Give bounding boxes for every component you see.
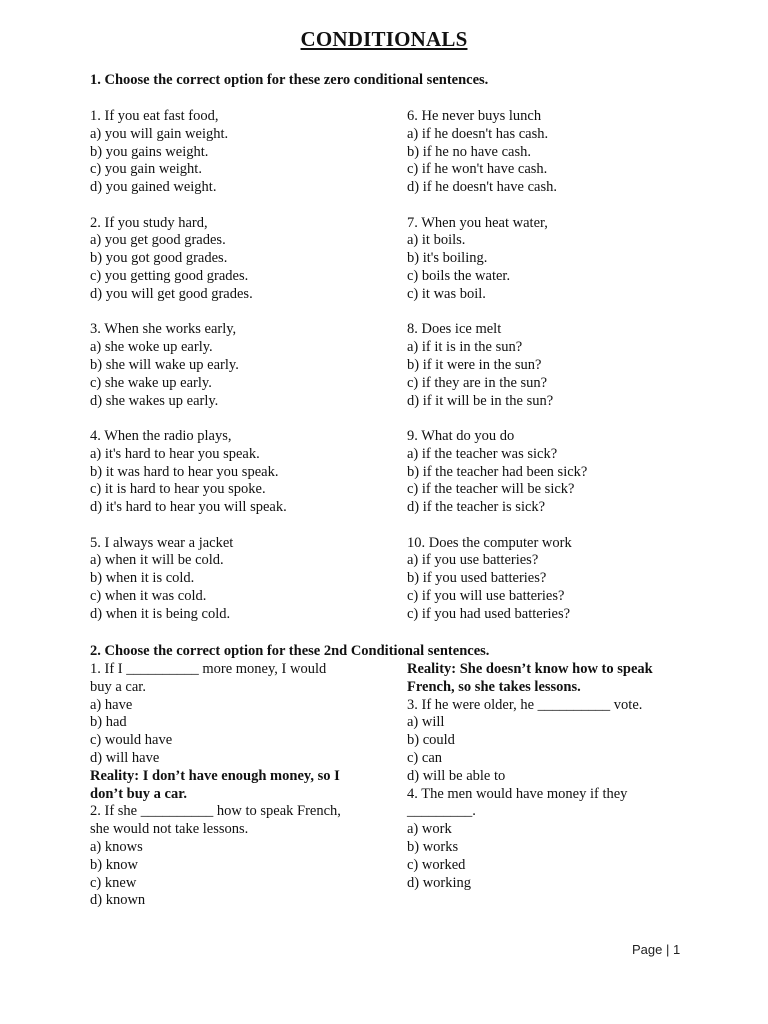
- question-line: _________.: [407, 803, 476, 820]
- question-line: d) known: [90, 892, 146, 909]
- answer-option: d) if the teacher is sick?: [407, 499, 546, 516]
- answer-option: d) you gained weight.: [90, 179, 217, 196]
- question-block: [90, 108, 390, 197]
- answer-option: d) you will get good grades.: [90, 285, 253, 302]
- answer-option: d) when it is being cold.: [90, 605, 231, 622]
- answer-option: b) it's boiling.: [407, 250, 488, 267]
- question-block: [90, 321, 390, 410]
- section1-heading: 1. Choose the correct option for these zero conditional sentences.: [90, 72, 489, 88]
- question-block: [407, 321, 707, 410]
- answer-option: c) she wake up early.: [90, 374, 212, 391]
- answer-option: c) if you had used batteries?: [407, 605, 571, 622]
- question-block: [407, 108, 707, 197]
- answer-option: a) when it will be cold.: [90, 552, 224, 569]
- answer-option: c) if the teacher will be sick?: [407, 481, 575, 498]
- answer-option: b) if he no have cash.: [407, 143, 532, 160]
- answer-option: b) when it is cold.: [90, 570, 195, 587]
- answer-option: b) she will wake up early.: [90, 356, 239, 373]
- question-line: c) worked: [407, 856, 466, 873]
- question-line: b) know: [90, 856, 138, 873]
- question-line: 2. If she __________ how to speak French,: [90, 803, 341, 820]
- question-line: b) had: [90, 714, 127, 731]
- question-line: a) work: [407, 821, 452, 838]
- answer-option: d) if it will be in the sun?: [407, 392, 554, 409]
- reality-note-line: Reality: I don’t have enough money, so I: [90, 767, 340, 784]
- reality-note-line: don’t buy a car.: [90, 785, 187, 802]
- question-stem: 10. Does the computer work: [407, 534, 572, 551]
- question-stem: 9. What do you do: [407, 428, 515, 445]
- page-number: Page | 1: [632, 942, 681, 957]
- question-line: b) works: [407, 838, 459, 855]
- worksheet-title: CONDITIONALS: [300, 27, 468, 51]
- question-line: she would not take lessons.: [90, 821, 249, 838]
- answer-option: c) when it was cold.: [90, 588, 207, 605]
- section1-right-column: [407, 108, 707, 641]
- answer-option: d) it's hard to hear you will speak.: [90, 499, 287, 516]
- question-stem: 2. If you study hard,: [90, 214, 208, 231]
- answer-option: c) it is hard to hear you spoke.: [90, 481, 266, 498]
- question-stem: 1. If you eat fast food,: [90, 108, 219, 124]
- question-line: c) would have: [90, 732, 173, 749]
- answer-option: a) you will gain weight.: [90, 125, 229, 142]
- answer-option: b) if the teacher had been sick?: [407, 463, 588, 480]
- answer-option: a) it boils.: [407, 232, 466, 249]
- question-block: [407, 428, 707, 517]
- question-line: a) will: [407, 714, 445, 731]
- question-line: d) will have: [90, 749, 160, 766]
- question-line: c) knew: [90, 874, 137, 891]
- answer-option: c) it was boil.: [407, 285, 486, 302]
- answer-option: a) it's hard to hear you speak.: [90, 445, 260, 462]
- question-block: [90, 428, 390, 517]
- question-stem: 4. When the radio plays,: [90, 428, 232, 445]
- question-stem: 6. He never buys lunch: [407, 108, 542, 124]
- question-line: c) can: [407, 749, 443, 766]
- question-line: d) will be able to: [407, 767, 506, 784]
- question-line: a) knows: [90, 838, 143, 855]
- question-block: [90, 215, 390, 304]
- question-stem: 3. When she works early,: [90, 321, 237, 338]
- answer-option: c) if you will use batteries?: [407, 588, 565, 605]
- reality-note-line: Reality: She doesn’t know how to speak: [407, 661, 653, 677]
- answer-option: c) if they are in the sun?: [407, 374, 548, 391]
- answer-option: c) boils the water.: [407, 268, 511, 285]
- question-line: buy a car.: [90, 678, 146, 695]
- answer-option: c) you gain weight.: [90, 161, 202, 178]
- section2-heading: 2. Choose the correct option for these 2nd Conditional sentences.: [90, 643, 490, 659]
- question-line: 3. If he were older, he __________ vote.: [407, 696, 643, 713]
- answer-option: b) it was hard to hear you speak.: [90, 463, 279, 480]
- answer-option: a) if you use batteries?: [407, 552, 539, 569]
- answer-option: a) if he doesn't has cash.: [407, 125, 549, 142]
- question-line: 1. If I __________ more money, I would: [90, 661, 327, 677]
- answer-option: a) you get good grades.: [90, 232, 226, 249]
- answer-option: b) you got good grades.: [90, 250, 228, 267]
- question-block: [407, 535, 707, 624]
- question-block: [407, 215, 707, 304]
- answer-option: b) if you used batteries?: [407, 570, 547, 587]
- question-line: b) could: [407, 732, 455, 749]
- question-line: 4. The men would have money if they: [407, 785, 628, 802]
- answer-option: d) she wakes up early.: [90, 392, 219, 409]
- answer-option: a) she woke up early.: [90, 339, 213, 356]
- question-stem: 8. Does ice melt: [407, 321, 502, 338]
- question-stem: 7. When you heat water,: [407, 214, 548, 231]
- question-stem: 5. I always wear a jacket: [90, 534, 234, 551]
- answer-option: a) if it is in the sun?: [407, 339, 523, 356]
- section1-left-column: [90, 108, 390, 641]
- reality-note-line: French, so she takes lessons.: [407, 678, 581, 695]
- answer-option: d) if he doesn't have cash.: [407, 179, 557, 196]
- answer-option: c) if he won't have cash.: [407, 161, 548, 178]
- question-line: d) working: [407, 874, 472, 891]
- answer-option: c) you getting good grades.: [90, 268, 249, 285]
- answer-option: b) if it were in the sun?: [407, 356, 542, 373]
- answer-option: a) if the teacher was sick?: [407, 445, 558, 462]
- question-block: [90, 535, 390, 624]
- section2-left-column: [90, 661, 390, 910]
- answer-option: b) you gains weight.: [90, 143, 209, 160]
- question-line: a) have: [90, 696, 133, 713]
- section2-right-column: [407, 661, 707, 892]
